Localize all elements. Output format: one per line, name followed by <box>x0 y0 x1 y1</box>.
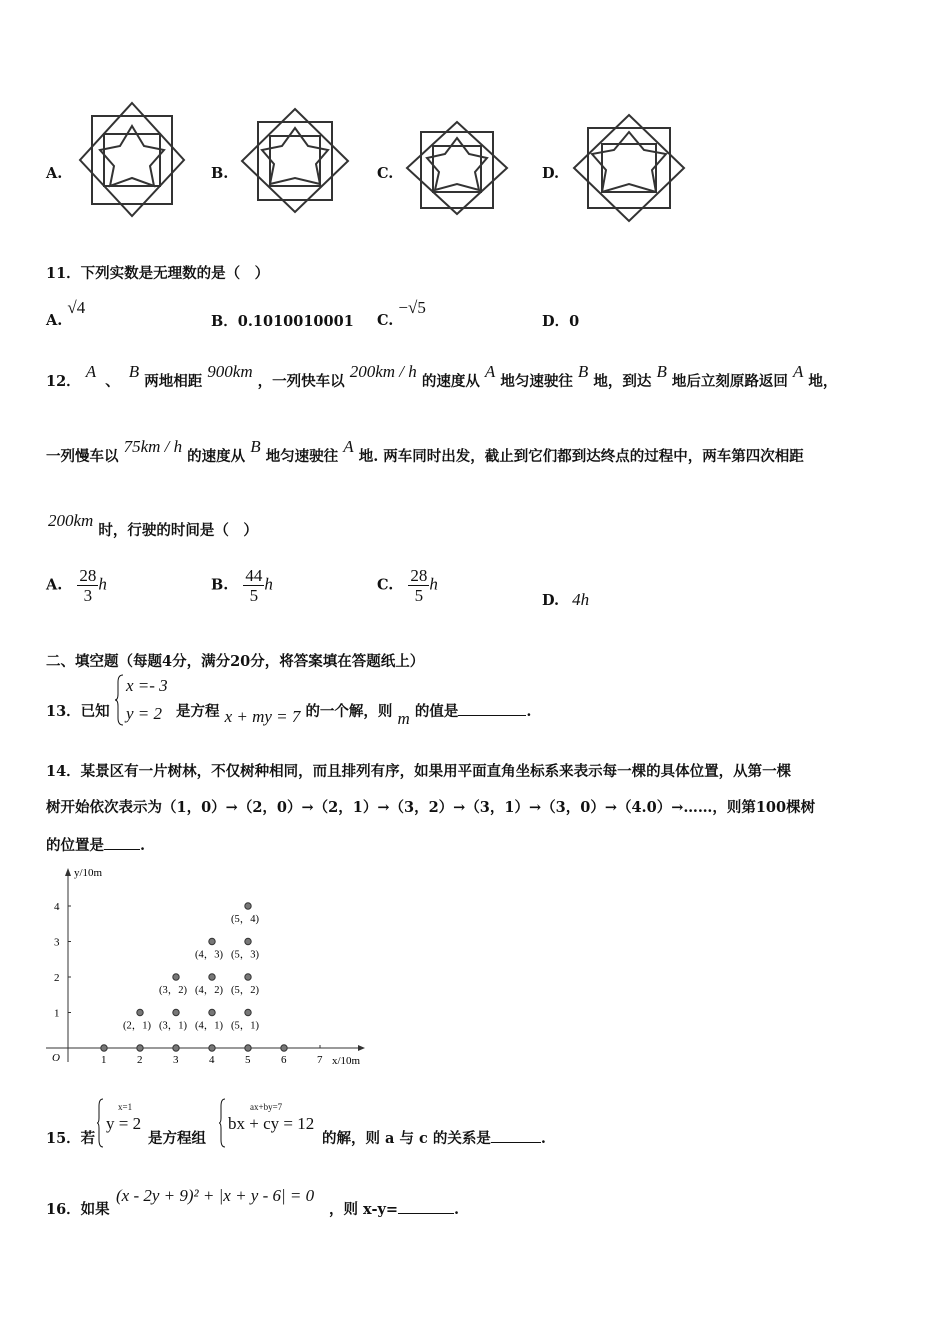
q12-text: 地匀速驶往 <box>500 373 573 390</box>
q16-prefix: 16．如果 <box>46 1201 110 1218</box>
q12-option-unit: h <box>98 574 107 594</box>
q12-number: 12． <box>46 373 81 390</box>
x-axis-arrow <box>358 1045 365 1051</box>
q12-text: 时，行驶的时间是（ ） <box>98 522 258 539</box>
q12-point-a: A <box>484 362 496 381</box>
q14-line-1: 14．某景区有一片树林，不仅树种相同，而且排列有序，如果用平面直角坐标系来表示每一棵的具体位置，从第一棵 <box>46 763 792 780</box>
tree-point <box>173 1045 179 1051</box>
tree-position-chart <box>40 862 370 1072</box>
q12-slow-speed: 75km / h <box>123 437 183 456</box>
q15-eq1: y = 2 <box>106 1114 142 1133</box>
q12-text: 地. 两车同时出发，截止到它们都到达终点的过程中，两车第四次相距 <box>358 448 804 465</box>
q12-option-numerator: 28 <box>79 566 97 585</box>
q12-distance-2: 200km <box>48 511 94 530</box>
q15-text: 的解，则 a 与 c 的关系是 <box>322 1130 491 1147</box>
q14-line-3 <box>46 834 145 855</box>
tree-point <box>245 1009 251 1015</box>
q12-point-a: A <box>343 437 354 456</box>
q11-option-d: D．0 <box>542 313 580 330</box>
q12-separator: 、 <box>105 373 120 390</box>
q12-text: 地，到达 <box>593 373 652 390</box>
q15-eq2: bx + cy = 12 <box>228 1114 315 1133</box>
q13-prefix: 13．已知 <box>46 703 110 720</box>
q10-option-d-figure <box>568 112 690 224</box>
y-tick-label: 2 <box>54 972 60 984</box>
x-tick-label: 6 <box>281 1054 287 1066</box>
q16-text: . <box>454 1201 460 1218</box>
q12-option-label: D. <box>542 592 560 609</box>
q16-line <box>329 1198 459 1219</box>
y-tick-label: 3 <box>54 936 60 949</box>
tree-point <box>245 903 251 909</box>
q10-option-b-figure <box>236 106 354 216</box>
q13-text: 是方程 <box>176 703 220 720</box>
tree-point <box>281 1045 287 1051</box>
q15-answer-blank[interactable] <box>491 1128 541 1143</box>
q11-option-c-math: −√5 <box>398 298 426 317</box>
q12-option-label: B. <box>211 576 229 594</box>
q16-expression: (x - 2y + 9)² + |x + y - 6| = 0 <box>116 1186 315 1205</box>
tree-point-label: (5，2) <box>231 985 259 996</box>
q14-text: 的位置是 <box>46 837 104 854</box>
q11-option-a-label: A. <box>46 312 63 329</box>
q13-text: . <box>526 703 532 720</box>
q13-text: 的值是 <box>414 703 459 720</box>
q12-fast-speed: 200km / h <box>349 362 417 381</box>
x-tick-label: 3 <box>173 1054 179 1066</box>
q13-text: 的一个解，则 <box>305 703 393 720</box>
tree-point-label: (5，4) <box>231 914 259 925</box>
q11-option-c <box>377 298 426 330</box>
q14-line-2: 树开始依次表示为（1，0）→（2，0）→（2，1）→（3，2）→（3，1）→（3，0）→（4.0）→……，则第100棵树 <box>46 799 816 816</box>
q12-option-d <box>542 590 589 610</box>
q12-point-b: B <box>250 437 261 456</box>
q10-option-c-label: C. <box>377 165 394 182</box>
q12-option-a <box>46 566 107 605</box>
tree-point-label: (4，1) <box>195 1020 223 1032</box>
tree-point <box>209 1045 215 1051</box>
tree-point <box>137 1045 143 1051</box>
q13-eq2: y = 2 <box>126 704 163 723</box>
q11-option-a-math: √4 <box>67 298 86 317</box>
tree-point <box>173 974 179 980</box>
q10-option-b-label: B. <box>211 165 229 182</box>
q14-text: . <box>140 837 146 854</box>
q12-point-a: A <box>792 362 804 381</box>
tree-point <box>245 974 251 980</box>
q12-text: ，一列快车以 <box>257 373 345 390</box>
q12-point-b: B <box>128 362 140 381</box>
q12-option-unit: h <box>429 574 438 594</box>
tree-point-label: (4，3) <box>195 949 223 961</box>
q13-equation: x + my = 7 <box>224 707 301 726</box>
q14-answer-blank[interactable] <box>104 835 140 850</box>
q12-line-3 <box>46 511 258 540</box>
q12-text: 的速度从 <box>421 373 480 390</box>
x-axis-label: x/10m <box>332 1055 361 1067</box>
q12-line-2 <box>46 437 804 466</box>
tree-point <box>209 938 215 944</box>
q12-option-label: A. <box>46 576 63 594</box>
q12-point-b: B <box>577 362 589 381</box>
y-axis-label: y/10m <box>74 867 103 879</box>
q12-option-numerator: 44 <box>245 566 263 585</box>
tree-point <box>101 1045 107 1051</box>
q12-option-label: C. <box>377 576 394 594</box>
q15-line <box>322 1127 546 1148</box>
tree-point <box>245 1045 251 1051</box>
tree-point <box>173 1009 179 1015</box>
q15-small-1: x=1 <box>118 1102 133 1112</box>
q12-point-b: B <box>656 362 667 381</box>
tree-point-label: (4，2) <box>195 985 223 996</box>
q10-option-d-label: D. <box>542 165 560 182</box>
tree-point <box>209 1009 215 1015</box>
tree-point-label: (3，2) <box>159 985 187 996</box>
q12-option-value: 4h <box>572 590 590 609</box>
q11-option-b: B．0.1010010001 <box>211 313 354 330</box>
q12-option-numerator: 28 <box>410 566 428 585</box>
q12-option-denominator: 5 <box>414 586 424 605</box>
q11-option-c-label: C. <box>377 312 394 329</box>
q10-option-a-label: A. <box>46 165 63 182</box>
q15-small-2: ax+by=7 <box>250 1102 283 1112</box>
q12-distance: 900km <box>207 362 253 381</box>
q12-text: 的速度从 <box>187 448 246 465</box>
q12-text: 一列慢车以 <box>46 448 119 465</box>
q11-stem: 11．下列实数是无理数的是（ ） <box>46 265 270 282</box>
q12-text: 地后立刻原路返回 <box>671 373 788 390</box>
q12-line-1 <box>46 362 838 391</box>
section-2-heading: 二、填空题（每题4分，满分20分，将答案填在答题纸上） <box>46 653 425 670</box>
q15-text: . <box>540 1130 546 1147</box>
x-tick-label: 2 <box>137 1054 143 1066</box>
q15-text-1: 是方程组 <box>148 1130 206 1147</box>
y-axis-arrow <box>65 868 71 876</box>
y-tick-label: 1 <box>54 1007 60 1020</box>
q12-option-denominator: 3 <box>83 586 93 605</box>
q13-variable-m: m <box>397 709 410 728</box>
q12-text: 地匀速驶往 <box>265 448 339 465</box>
x-tick-label: 1 <box>101 1054 107 1066</box>
q12-option-b <box>211 566 273 605</box>
q10-option-a-figure <box>72 98 192 223</box>
q12-option-denominator: 5 <box>249 586 259 605</box>
x-tick-label: 5 <box>245 1054 251 1066</box>
tree-point-label: (5，3) <box>231 949 259 961</box>
q10-option-c-figure <box>403 118 513 218</box>
q13-eq1: x =- 3 <box>126 676 168 695</box>
tree-point-label: (2，1) <box>123 1020 151 1032</box>
q15-brace-2 <box>218 1098 226 1148</box>
tree-point <box>137 1009 143 1015</box>
q12-option-c <box>377 566 438 605</box>
q12-option-unit: h <box>264 574 273 594</box>
y-tick-label: 4 <box>54 901 60 913</box>
q12-text: 地， <box>808 373 838 390</box>
q12-text: 两地相距 <box>144 373 203 390</box>
q15-prefix: 15．若 <box>46 1130 96 1147</box>
tree-point <box>209 974 215 980</box>
q13-answer-blank[interactable] <box>458 701 526 716</box>
q12-point-a: A <box>85 362 97 381</box>
tree-point-label: (3，1) <box>159 1020 187 1032</box>
q13-line <box>176 700 532 728</box>
q15-brace-1 <box>96 1098 104 1148</box>
tree-point <box>245 938 251 944</box>
q11-option-a <box>46 298 86 330</box>
x-tick-label: 4 <box>209 1054 215 1066</box>
x-tick-label: 7 <box>317 1054 323 1066</box>
origin-label: O <box>52 1052 60 1064</box>
q13-brace <box>114 674 124 726</box>
q16-answer-blank[interactable] <box>398 1199 454 1214</box>
tree-point-label: (5，1) <box>231 1020 259 1032</box>
q16-text: ，则 x-y= <box>329 1201 399 1218</box>
